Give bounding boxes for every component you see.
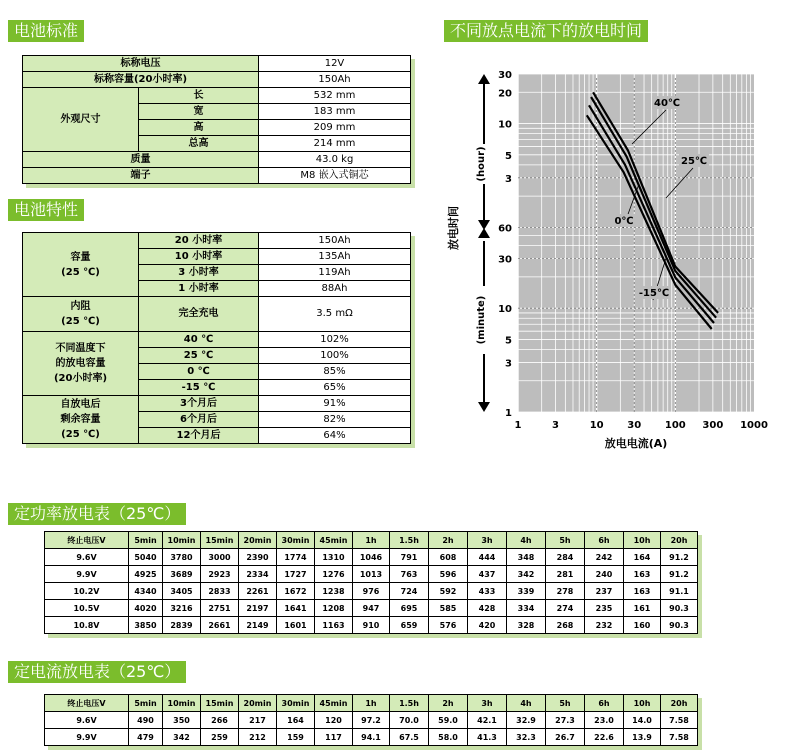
series-label: 40℃ [653,98,681,109]
temperature-label: 25 ℃ [139,348,259,364]
table-cell: 3405 [163,583,201,600]
self-discharge-value: 64% [259,428,411,444]
table-row [23,168,411,184]
row-voltage: 9.6V [45,712,129,729]
table-cell: 1641 [277,600,315,617]
table-cell: 97.2 [353,712,390,729]
table-row [45,617,698,634]
table-cell: 26.7 [546,729,585,746]
x-tick-label: 100 [664,420,686,431]
plot-area [518,74,754,412]
capacity-label-line1: 容量 [70,251,91,263]
table-cell: 2390 [239,549,277,566]
chart-section-title: 不同放点电流下的放电时间 [444,20,648,42]
capacity-value: 135Ah [259,249,411,265]
temperature-label-line2: 的放电容量 [55,358,106,369]
column-header: 4h [507,695,546,712]
column-header: 2h [429,532,468,549]
x-tick-label: 10 [589,420,604,431]
temperature-value: 100% [259,348,411,364]
table-row [23,56,411,72]
self-discharge-label-line2: 剩余容量 [60,414,101,425]
temperature-value: 65% [259,380,411,396]
x-tick-label: 300 [702,420,724,431]
table-cell: 695 [390,600,429,617]
self-discharge-group-label [23,396,139,444]
table-cell: 428 [468,600,507,617]
column-header: 1h [353,695,390,712]
table-cell: 7.58 [661,712,698,729]
table-cell: 7.58 [661,729,698,746]
table-cell: 5040 [129,549,163,566]
resistance-label-line1: 内阻 [70,301,91,312]
row-voltage: 9.9V [45,566,129,583]
capacity-value: 119Ah [259,265,411,281]
table-cell: 596 [429,566,468,583]
column-header: 45min [315,695,353,712]
column-header: 10h [624,532,661,549]
capacity-label-line2: (25 ℃) [61,266,100,278]
capacity-rate-label: 20 小时率 [139,233,259,249]
table-cell: 217 [239,712,277,729]
table-cell: 328 [507,617,546,634]
table-cell: 281 [546,566,585,583]
table-cell: 161 [624,600,661,617]
table-cell: 2833 [201,583,239,600]
x-tick-label: 3 [552,420,560,431]
table-cell: 120 [315,712,353,729]
current-discharge-table [44,694,698,746]
table-cell: 1276 [315,566,353,583]
table-cell: 2334 [239,566,277,583]
table-cell: 67.5 [390,729,429,746]
table-row [23,332,411,348]
table-cell: 27.3 [546,712,585,729]
table-cell: 3216 [163,600,201,617]
column-header: 45min [315,532,353,549]
table-cell: 163 [624,583,661,600]
table-cell: 659 [390,617,429,634]
self-discharge-period: 12个月后 [139,428,259,444]
table-cell: 2751 [201,600,239,617]
table-cell: 1310 [315,549,353,566]
dimension-group-label: 外观尺寸 [23,88,139,152]
y-tick-label: 1 [505,408,512,419]
table-cell: 117 [315,729,353,746]
column-header: 10min [163,695,201,712]
row-voltage: 10.2V [45,583,129,600]
table-cell: 160 [624,617,661,634]
temperature-label-line3: (20小时率) [53,373,108,384]
table-row [23,233,411,249]
table-cell: 348 [507,549,546,566]
column-header: 30min [277,532,315,549]
column-header: 终止电压V [45,695,129,712]
resistance-value: 3.5 mΩ [259,297,411,332]
spec-table [22,55,411,184]
table-cell: 41.3 [468,729,507,746]
characteristics-table [22,232,411,444]
table-cell: 437 [468,566,507,583]
column-header: 20h [661,695,698,712]
dimension-label: 高 [139,120,259,136]
discharge-time-chart [444,66,784,456]
y-axis-label: 放电时间 [447,206,460,250]
table-cell: 585 [429,600,468,617]
column-header: 1h [353,532,390,549]
capacity-group-label [23,233,139,297]
temperature-label: -15 ℃ [139,380,259,396]
table-cell: 164 [277,712,315,729]
spec-label: 标称电压 [23,56,259,72]
dimension-value: 209 mm [259,120,411,136]
column-header: 20min [239,532,277,549]
spec-label: 端子 [23,168,259,184]
current-table-title: 定电流放电表（25℃） [8,661,186,683]
column-header: 15min [201,695,239,712]
column-header: 1.5h [390,532,429,549]
table-cell: 266 [201,712,239,729]
table-cell: 274 [546,600,585,617]
power-table-title: 定功率放电表（25℃） [8,503,186,525]
spec-value: 43.0 kg [259,152,411,168]
table-cell: 342 [163,729,201,746]
table-cell: 334 [507,600,546,617]
table-cell: 1727 [277,566,315,583]
table-cell: 1013 [353,566,390,583]
series-label: 0℃ [614,216,634,227]
table-cell: 70.0 [390,712,429,729]
table-cell: 212 [239,729,277,746]
table-cell: 1046 [353,549,390,566]
table-cell: 4020 [129,600,163,617]
spec-label: 标称容量(20小时率) [23,72,259,88]
x-tick-label: 1000 [740,420,768,431]
table-cell: 1238 [315,583,353,600]
temperature-label: 40 ℃ [139,332,259,348]
table-cell: 444 [468,549,507,566]
table-cell: 94.1 [353,729,390,746]
table-cell: 608 [429,549,468,566]
table-cell: 268 [546,617,585,634]
self-discharge-label-line3: (25 ℃) [61,429,100,440]
column-header: 20h [661,532,698,549]
table-cell: 3689 [163,566,201,583]
resistance-group-label [23,297,139,332]
column-header: 5h [546,695,585,712]
table-cell: 232 [585,617,624,634]
table-cell: 490 [129,712,163,729]
table-cell: 42.1 [468,712,507,729]
column-header: 5min [129,695,163,712]
table-cell: 910 [353,617,390,634]
y-tick-label: 60 [498,223,512,235]
column-header: 3h [468,532,507,549]
table-cell: 235 [585,600,624,617]
dimension-value: 214 mm [259,136,411,152]
table-cell: 2839 [163,617,201,634]
table-row [23,396,411,412]
x-axis-label: 放电电流(A) [604,437,668,450]
dimension-value: 532 mm [259,88,411,104]
table-cell: 159 [277,729,315,746]
y-tick-label: 10 [498,119,512,131]
table-cell: 342 [507,566,546,583]
table-cell: 947 [353,600,390,617]
temperature-value: 85% [259,364,411,380]
table-row [45,549,698,566]
spec-value: 12V [259,56,411,72]
column-header: 5min [129,532,163,549]
dimension-label: 长 [139,88,259,104]
table-cell: 2197 [239,600,277,617]
column-header: 3h [468,695,507,712]
table-cell: 1774 [277,549,315,566]
table-cell: 4925 [129,566,163,583]
table-cell: 59.0 [429,712,468,729]
table-cell: 350 [163,712,201,729]
table-cell: 4340 [129,583,163,600]
column-header: 6h [585,532,624,549]
table-cell: 284 [546,549,585,566]
table-cell: 339 [507,583,546,600]
table-cell: 259 [201,729,239,746]
table-cell: 3000 [201,549,239,566]
table-row [45,566,698,583]
capacity-rate-label: 1 小时率 [139,281,259,297]
column-header: 20min [239,695,277,712]
column-header: 1.5h [390,695,429,712]
table-row [23,72,411,88]
table-cell: 90.3 [661,600,698,617]
y-tick-label: 30 [498,254,512,266]
self-discharge-label-line1: 自放电后 [60,399,101,410]
table-cell: 3850 [129,617,163,634]
table-cell: 90.3 [661,617,698,634]
table-cell: 91.2 [661,549,698,566]
column-header: 5h [546,532,585,549]
table-row [23,297,411,332]
series-label: 25℃ [680,156,708,167]
resistance-label-line2: (25 ℃) [61,316,100,327]
temperature-label-line1: 不同温度下 [55,343,106,354]
table-cell: 32.3 [507,729,546,746]
table-row [45,600,698,617]
self-discharge-period: 3个月后 [139,396,259,412]
y-axis-brackets [478,74,490,412]
temperature-label: 0 ℃ [139,364,259,380]
column-header: 30min [277,695,315,712]
table-cell: 23.0 [585,712,624,729]
x-tick-label: 30 [627,420,642,431]
table-cell: 724 [390,583,429,600]
column-header: 2h [429,695,468,712]
power-discharge-table [44,531,698,634]
table-cell: 240 [585,566,624,583]
capacity-rate-label: 3 小时率 [139,265,259,281]
spec-value: 150Ah [259,72,411,88]
table-cell: 14.0 [624,712,661,729]
table-row [23,152,411,168]
table-cell: 433 [468,583,507,600]
table-row [23,88,411,104]
table-row [45,583,698,600]
table-header-row [45,532,698,549]
temperature-group-label [23,332,139,396]
table-cell: 58.0 [429,729,468,746]
capacity-rate-label: 10 小时率 [139,249,259,265]
dimension-label: 总高 [139,136,259,152]
column-header: 终止电压V [45,532,129,549]
capacity-value: 88Ah [259,281,411,297]
table-row [45,712,698,729]
y-lower-unit: (minute) [476,295,487,345]
table-cell: 2149 [239,617,277,634]
dimension-value: 183 mm [259,104,411,120]
column-header: 10min [163,532,201,549]
y-tick-label: 10 [498,304,512,316]
table-cell: 237 [585,583,624,600]
column-header: 15min [201,532,239,549]
table-cell: 420 [468,617,507,634]
table-cell: 1163 [315,617,353,634]
resistance-condition: 完全充电 [139,297,259,332]
column-header: 6h [585,695,624,712]
capacity-value: 150Ah [259,233,411,249]
table-cell: 163 [624,566,661,583]
table-cell: 576 [429,617,468,634]
y-tick-label: 5 [505,335,512,347]
table-cell: 1208 [315,600,353,617]
y-tick-label: 5 [505,150,512,162]
table-cell: 976 [353,583,390,600]
table-cell: 22.6 [585,729,624,746]
table-cell: 2261 [239,583,277,600]
row-voltage: 10.5V [45,600,129,617]
temperature-value: 102% [259,332,411,348]
table-row [45,729,698,746]
table-cell: 91.2 [661,566,698,583]
self-discharge-period: 6个月后 [139,412,259,428]
table-cell: 32.9 [507,712,546,729]
table-cell: 1672 [277,583,315,600]
spec-section-title: 电池标准 [8,20,84,42]
dimension-label: 宽 [139,104,259,120]
table-cell: 164 [624,549,661,566]
table-cell: 791 [390,549,429,566]
column-header: 10h [624,695,661,712]
row-voltage: 9.9V [45,729,129,746]
column-header: 4h [507,532,546,549]
spec-value: M8 嵌入式铜芯 [259,168,411,184]
table-cell: 1601 [277,617,315,634]
self-discharge-value: 91% [259,396,411,412]
y-tick-label: 3 [505,173,512,185]
y-tick-label: 30 [498,70,512,81]
table-cell: 592 [429,583,468,600]
y-tick-label: 3 [505,358,512,370]
table-cell: 763 [390,566,429,583]
series-label: -15℃ [638,288,670,299]
table-cell: 2661 [201,617,239,634]
table-cell: 2923 [201,566,239,583]
spec-label: 质量 [23,152,259,168]
x-tick-label: 1 [514,420,522,431]
table-header-row [45,695,698,712]
table-cell: 13.9 [624,729,661,746]
table-cell: 91.1 [661,583,698,600]
table-cell: 479 [129,729,163,746]
row-voltage: 9.6V [45,549,129,566]
chart-svg [444,66,784,456]
y-tick-label: 20 [498,88,512,100]
table-cell: 3780 [163,549,201,566]
table-cell: 278 [546,583,585,600]
char-section-title: 电池特性 [8,199,84,221]
y-upper-unit: (hour) [476,146,487,182]
table-cell: 242 [585,549,624,566]
row-voltage: 10.8V [45,617,129,634]
self-discharge-value: 82% [259,412,411,428]
